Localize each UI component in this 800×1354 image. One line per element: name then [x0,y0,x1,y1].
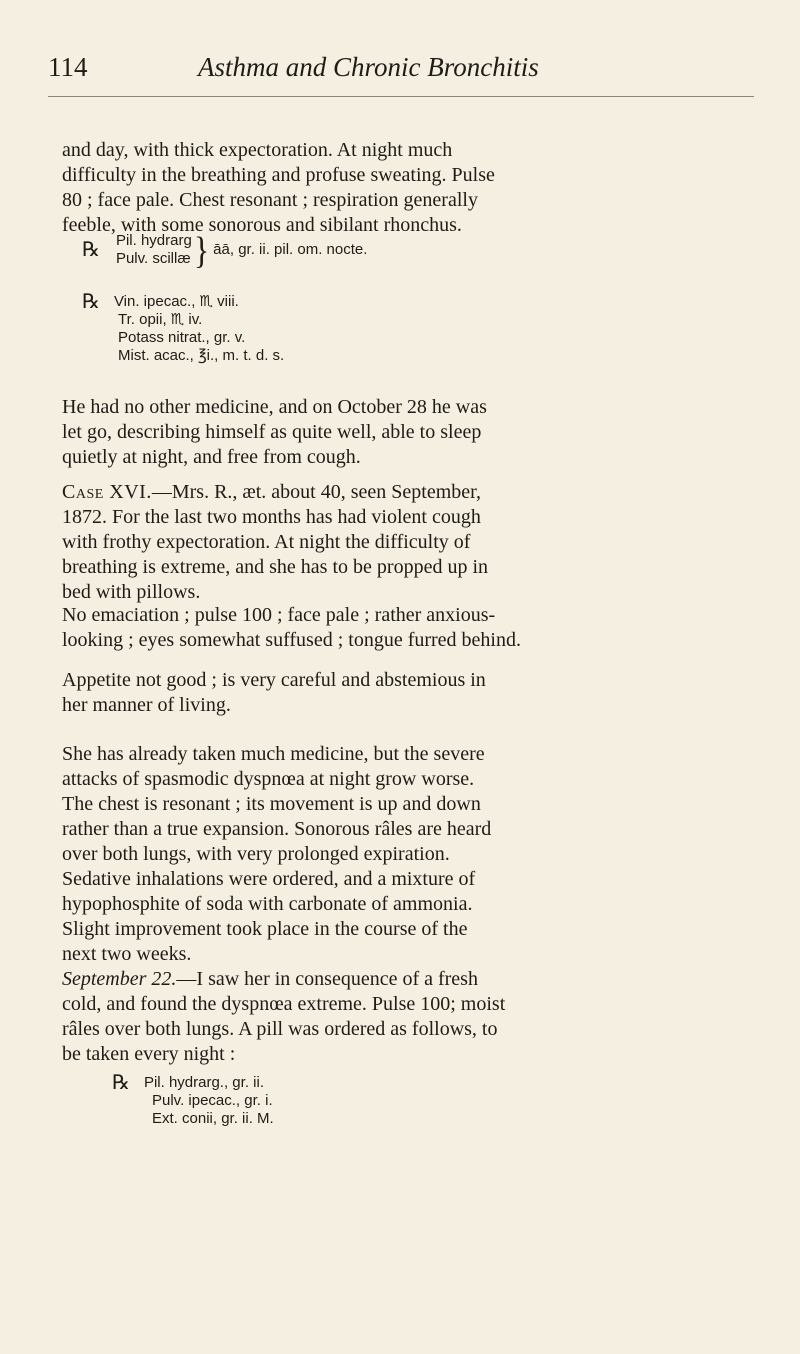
text-line: Appetite not good ; is very careful and abstemious in [62,669,486,691]
text-line: No emaciation ; pulse 100 ; face pale ; rather anxious- [62,604,496,626]
text-line: Sedative inhalations were ordered, and a mixture of [62,868,476,890]
paragraph [62,668,752,718]
text-line: hypophosphite of soda with carbonate of ammonia. [62,893,473,915]
text-line: The chest is resonant ; its movement is up and down [62,793,481,815]
text-line: over both lungs, with very prolonged expiration. [62,843,450,865]
text-line [62,480,752,505]
rx-line: Tr. opii, ♏ iv. [118,311,203,328]
text-line [62,967,752,992]
text-line: difficulty in the breathing and profuse sweating. Pulse [62,164,495,186]
recipe-symbol: ℞ [82,239,100,261]
text-line: be taken every night : [62,1043,236,1065]
rx-line: Vin. ipecac., ♏ viii. [113,293,239,310]
text-line: bed with pillows. [62,581,201,603]
page-number: 114 [48,52,88,82]
case-text: —Mrs. R., æt. about 40, seen September, [151,481,482,503]
dose: āā, gr. ii. pil. om. nocte. [213,241,368,258]
recipe-symbol: ℞ [112,1072,130,1094]
text-line: rather than a true expansion. Sonorous râles are heard [62,818,492,840]
text-line: Slight improvement took place in the course of the [62,918,468,940]
ingredient: Pulv. scillæ [115,250,191,267]
text-line: breathing is extreme, and she has to be propped up in [62,556,488,578]
page-header [48,52,768,92]
entry-date: September 22. [62,968,177,990]
text-line: with frothy expectoration. At night the difficulty of [62,531,471,553]
paragraph [62,395,752,470]
rx-line: Ext. conii, gr. ii. M. [152,1110,274,1127]
text-line: attacks of spasmodic dyspnœa at night grow worse. [62,768,475,790]
case-paragraph [62,480,752,605]
prescription-3 [112,1074,274,1128]
text-line: feeble, with some sonorous and sibilant rhonchus. [62,214,462,236]
text-line: râles over both lungs. A pill was ordered as follows, to [62,1018,498,1040]
brace-symbol: } [193,228,210,272]
text-line: looking ; eyes somewhat suffused ; tongue furred behind. [62,629,521,651]
rx-line: Potass nitrat., gr. v. [118,329,246,346]
text-line: let go, describing himself as quite well, able to sleep [62,421,482,443]
running-title: Asthma and Chronic Bronchitis [198,52,539,82]
paragraph [62,603,752,653]
text-line: quietly at night, and free from cough. [62,446,361,468]
text-line: She has already taken much medicine, but the severe [62,743,485,765]
text-line: 1872. For the last two months has had violent cough [62,506,481,528]
paragraph [62,967,752,1067]
paragraph-continuation [62,138,752,238]
text-line: He had no other medicine, and on October 28 he was [62,396,487,418]
recipe-symbol: ℞ [82,291,100,313]
case-label: Case XVI. [62,481,152,503]
rx-line: Pulv. ipecac., gr. i. [152,1092,273,1109]
text-line: 80 ; face pale. Chest resonant ; respiration generally [62,189,478,211]
paragraph [62,742,752,792]
rx-line: Mist. acac., ℥i., m. t. d. s. [118,347,285,364]
ingredient: Pil. hydrarg [115,232,192,249]
rx-line: Pil. hydrarg., gr. ii. [143,1074,264,1091]
prescription-1 [82,228,368,272]
text-line: and day, with thick expectoration. At night much [62,139,453,161]
paragraph [62,792,752,967]
text-line: next two weeks. [62,943,192,965]
text-line: her manner of living. [62,694,231,716]
prescription-2 [82,293,284,365]
ingredient-list [116,232,192,268]
header-rule [48,96,754,97]
text-line: cold, and found the dyspnœa extreme. Pulse 100; moist [62,993,506,1015]
entry-text: —I saw her in consequence of a fresh [176,968,478,990]
